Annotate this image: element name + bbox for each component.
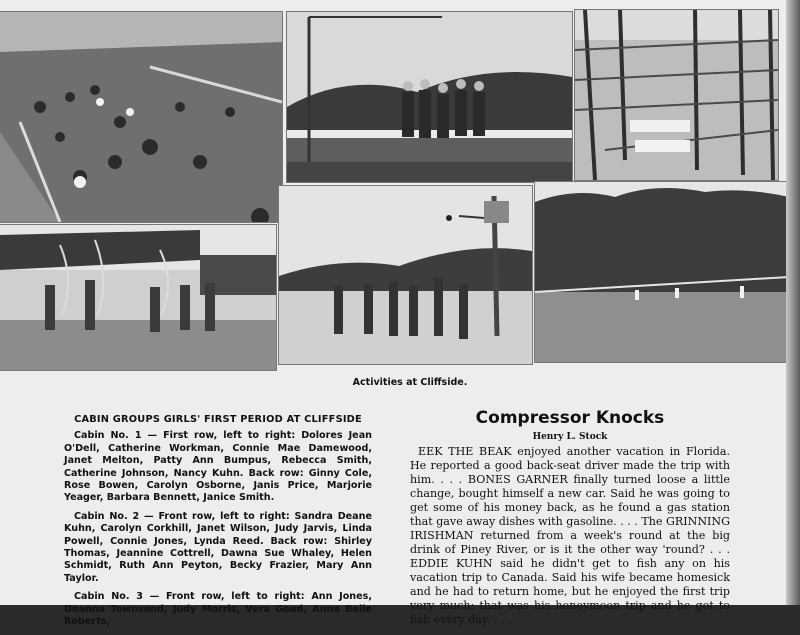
group-image [287, 12, 572, 182]
basketball-image [279, 186, 532, 364]
article-author: Henry L. Stock [532, 432, 608, 442]
cabin-1-paragraph: Cabin No. 1 — First row, left to right: Dolores Jean O'Dell, Catherine Workman, Connie Mae Damewood, Janet Melton, Patty Ann Bumpus, Rebecca Smith, Catherine Johnson, Nancy Kuhn. Back row: Ginny Cole, Rose Bowen, Carolyn Osborne, Janis Price, Marjorie Yeager, Barbara Bennett, Janice Smith. [64, 430, 372, 504]
cabin-3-paragraph: Cabin No. 3 — Front row, left to right: Ann Jones, Deanna Townsend, Judy Morris, Vera Goad, Anna Belle Roberts, [64, 591, 372, 628]
cabin-2-paragraph: Cabin No. 2 — Front row, left to right: Sandra Deane Kuhn, Carolyn Corkhill, Janet Wilson, Judy Jarvis, Linda Powell, Connie Jones, Lynda Reed. Back row: Shirley Thomas, Jeannine Cottrell, Dawna Sue Whaley, Helen Schmidt, Ruth Ann Peyton, Becky Frazier, Mary Ann Taylor. [64, 510, 372, 584]
cabin-groups-article [64, 414, 372, 635]
compressor-knocks-article [410, 408, 730, 627]
article-title: Compressor Knocks [475, 408, 665, 428]
pool-image [0, 12, 282, 222]
photo-caption: Activities at Cliffside. [352, 377, 468, 388]
photo-archery [0, 225, 276, 370]
photo-group [287, 12, 572, 182]
field-image [535, 182, 789, 362]
article-body: EEK THE BEAK enjoyed another vacation in Florida. He reported a good back-seat driver made the trip with him. . . . BONES GARNER finally turned loose a little change, bought himself a new car. Said he was going to get some of his money back, as he found a gas station that gave away dishes with gasoline. . . . The GRINNING IRISHMAN returned from a week's round at the big drink of Piney River, or is it the other way 'round? . . . EDDIE KUHN said he didn't get to fish any on his vacation trip to Canada. Said his wife became homesick and he had to return home, but he enjoyed the first trip very much; that was his honeymoon trip and he got to fish every day. . . . [410, 445, 730, 626]
photo-field [535, 182, 789, 362]
archery-image [0, 225, 276, 370]
photo-pool [0, 12, 282, 222]
photo-pier [575, 10, 778, 180]
photo-basketball [279, 186, 532, 364]
pier-image [575, 10, 778, 180]
cabin-groups-heading: CABIN GROUPS GIRLS' FIRST PERIOD AT CLIFFSIDE [74, 414, 362, 425]
page-edge-shadow [786, 0, 800, 605]
